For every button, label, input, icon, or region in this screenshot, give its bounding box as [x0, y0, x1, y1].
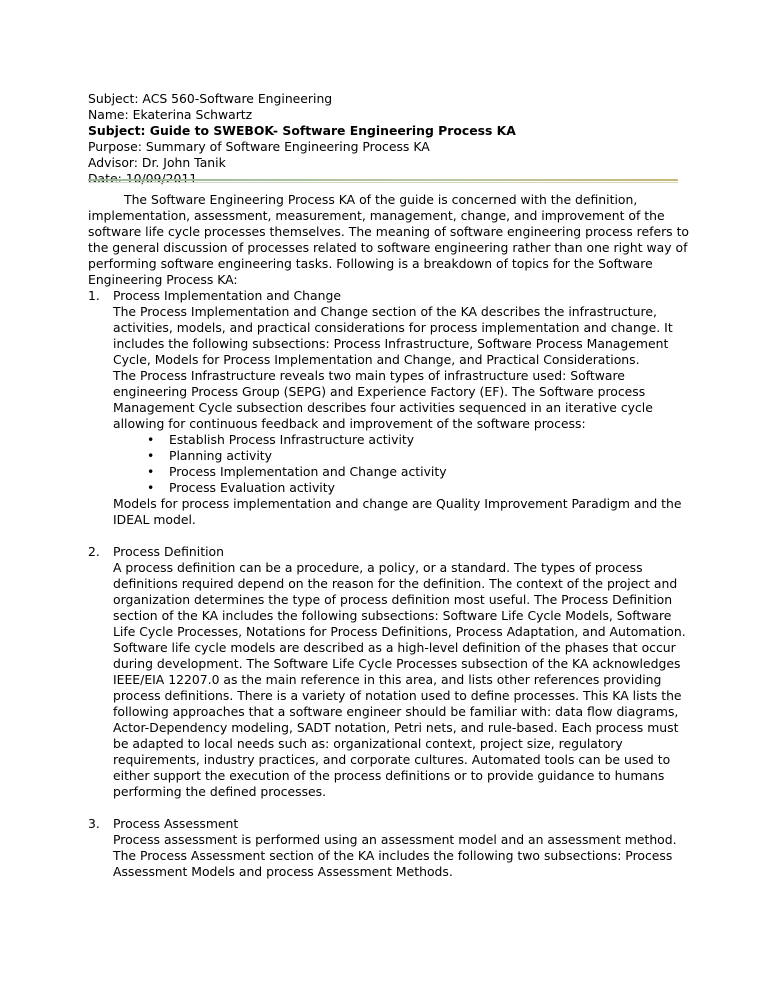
- intro-paragraph: The Software Engineering Process KA of the guide is concerned with the definition, implementation, assessment, measurement, management, change, and improvement of the software life cycle processes themselves. The meaning of software engineering process refers to the general discussion of processes related to software engineering rather than one right way of performing software engineering tasks. Following is a breakdown of topics for the Software Engineering Process KA:: [88, 192, 690, 287]
- advisor-line: Advisor: Dr. John Tanik: [88, 155, 226, 170]
- list-item: • Planning activity: [147, 448, 694, 464]
- activity-list: [113, 432, 694, 496]
- section-paragraph: Process assessment is performed using an assessment model and an assessment method. The Process Assessment section of the KA includes the following two subsections: Process Assessment Models and process Assessment Methods.: [113, 832, 677, 879]
- section-number: 3.: [88, 816, 100, 831]
- author-line: Name: Ekaterina Schwartz: [88, 107, 253, 122]
- list-item: • Process Evaluation activity: [147, 480, 694, 496]
- purpose-line: Purpose: Summary of Software Engineering Process KA: [88, 139, 430, 154]
- section-2: [88, 544, 694, 800]
- list-item: • Establish Process Infrastructure activity: [147, 432, 694, 448]
- section-paragraph: The Process Infrastructure reveals two main types of infrastructure used: Software engineering Process Group (SEPG) and Experience Factory (EF). The Software process Management Cycle subsection describes four activities sequenced in an iterative cycle allowing for continuous feedback and improvement of the software process:: [113, 368, 653, 431]
- list-item: • Process Implementation and Change activity: [147, 464, 694, 480]
- document-body: [88, 192, 694, 880]
- section-paragraph: Software life cycle models are described as a high-level definition of the phases that occur during development. The Software Life Cycle Processes subsection of the KA acknowledges IEEE/EIA 12207.0 as the main reference in this area, and lists other references providing process definitions. There is a variety of notation used to define processes. This KA lists the following approaches that a software engineer should be familiar with: data flow diagrams, Actor-Dependency modeling, SADT notation, Petri nets, and rule-based. Each process must be adapted to local needs such as: organizational context, project size, regulatory requirements, industry practices, and corporate cultures. Automated tools can be used to either support the execution of the process definitions or to provide guidance to humans performing the defined processes.: [113, 640, 682, 799]
- subject-line: Subject: ACS 560-Software Engineering: [88, 91, 333, 106]
- section-paragraph: Models for process implementation and change are Quality Improvement Paradigm and the IDEAL model.: [113, 496, 682, 527]
- section-1: [88, 288, 694, 528]
- section-paragraph: A process definition can be a procedure, a policy, or a standard. The types of process definitions required depend on the reason for the definition. The context of the project and organization determines the type of process definition most useful. The Process Definition section of the KA includes the following subsections: Software Life Cycle Models, Software Life Cycle Processes, Notations for Process Definitions, Process Adaptation, and Automation.: [113, 560, 686, 639]
- section-number: 1.: [88, 288, 100, 303]
- document-header: [88, 91, 694, 187]
- topic-line: Subject: Guide to SWEBOK- Software Engineering Process KA: [88, 123, 516, 138]
- section-paragraph: The Process Implementation and Change section of the KA describes the infrastructure, activities, models, and practical considerations for process implementation and change. It includes the following subsections: Process Infrastructure, Software Process Management Cycle, Models for Process Implementation and Change, and Practical Considerations.: [113, 304, 673, 367]
- section-title: Process Definition: [113, 544, 224, 559]
- section-title: Process Assessment: [113, 816, 239, 831]
- section-title: Process Implementation and Change: [113, 288, 341, 303]
- section-3: [88, 816, 694, 880]
- header-divider: [88, 179, 678, 183]
- section-number: 2.: [88, 544, 100, 559]
